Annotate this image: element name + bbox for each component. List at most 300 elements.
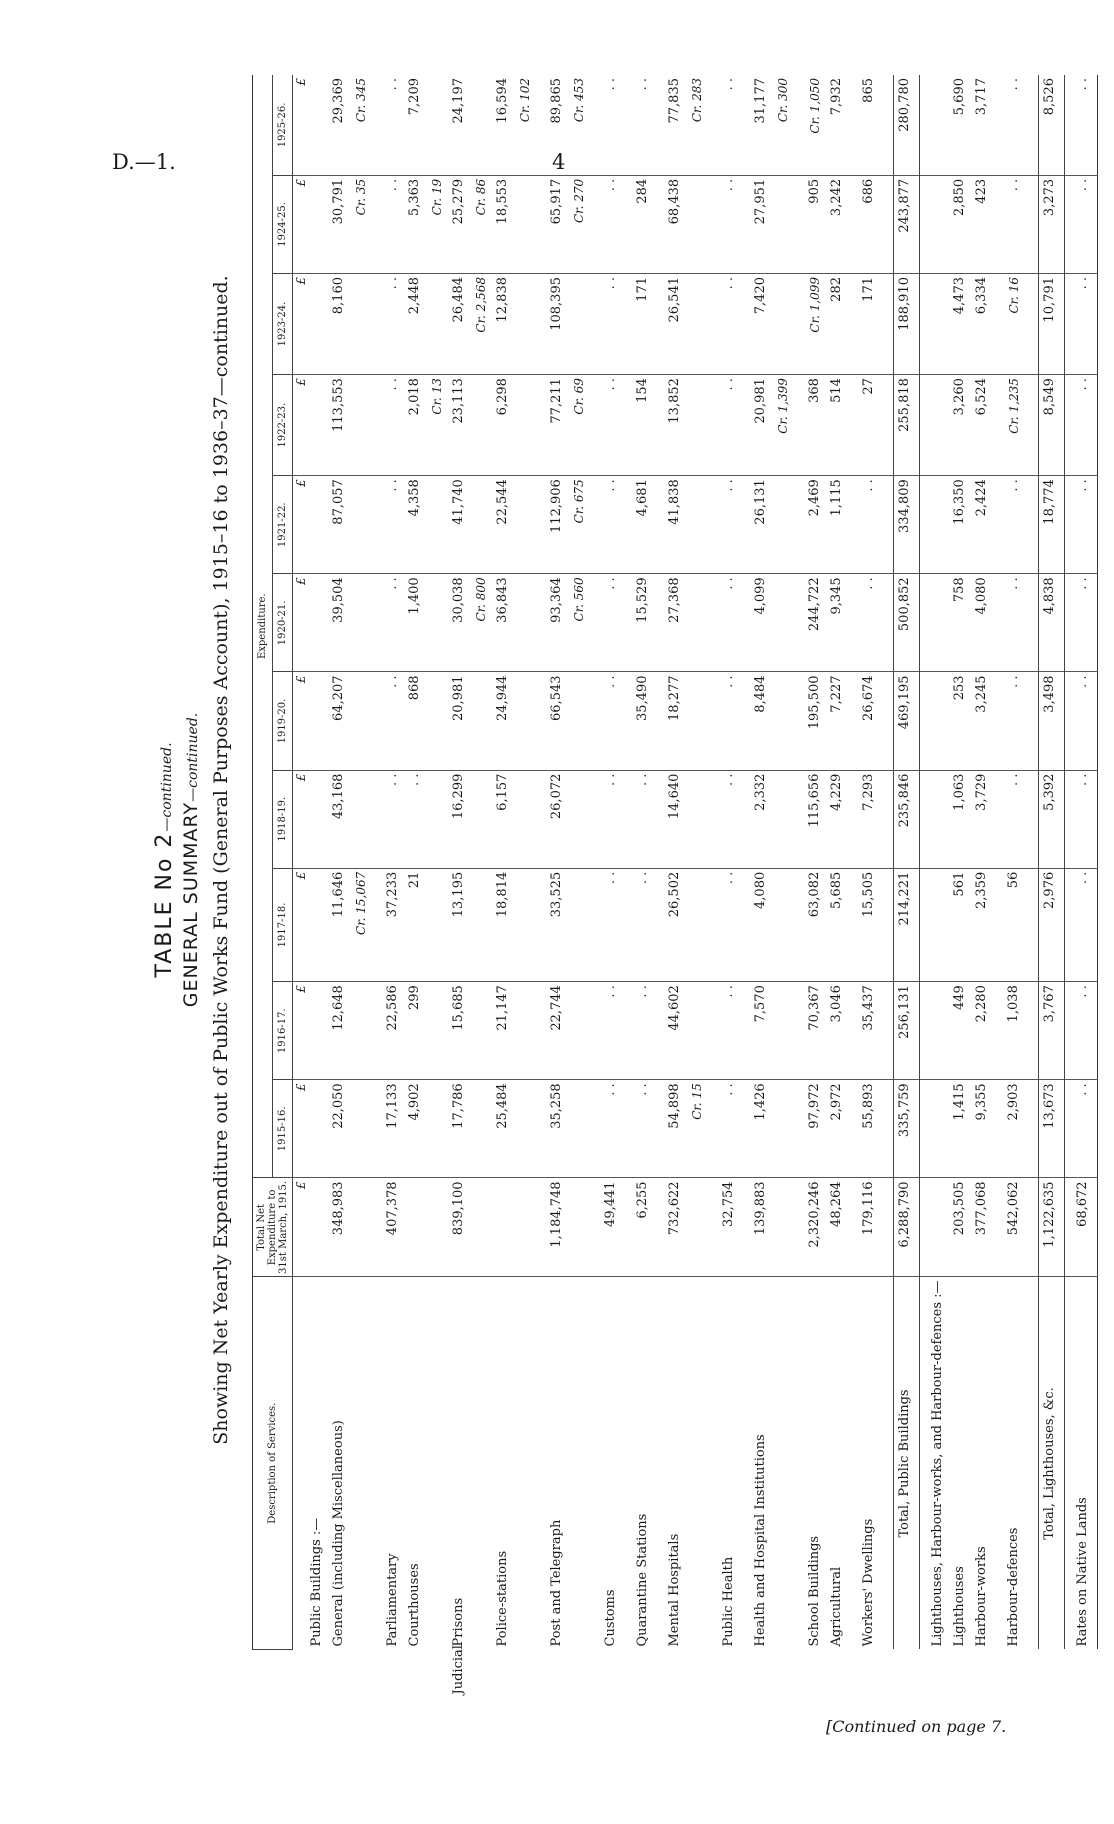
row-label: Post and Telegraph xyxy=(549,1519,564,1647)
value-cell: 8,160 xyxy=(331,274,353,375)
section-heading-row xyxy=(309,75,331,1650)
spacer xyxy=(593,274,603,375)
spacer xyxy=(1065,770,1076,868)
spacer xyxy=(625,1277,635,1650)
credit-cell xyxy=(429,574,451,672)
table-row xyxy=(451,75,473,1650)
credit-cell: Cr. 283 xyxy=(689,75,711,175)
spacer xyxy=(711,75,721,175)
value-cell: 12,648 xyxy=(331,982,353,1080)
credit-cell xyxy=(689,175,711,273)
value-cell: 7,932 xyxy=(829,75,851,175)
spacer xyxy=(883,75,894,175)
credit-cell: Cr. 15 xyxy=(689,1080,711,1178)
row-label: Quarantine Stations xyxy=(635,1513,650,1647)
spacer xyxy=(375,868,385,981)
value-cell: 36,843 xyxy=(495,574,517,672)
total-net-header: Total Net Expenditure to 31st March, 1915. xyxy=(253,1178,293,1277)
spacer xyxy=(883,868,894,981)
value-cell: 2,972 xyxy=(829,1080,851,1178)
spacer xyxy=(375,982,385,1080)
spacer xyxy=(883,175,894,273)
spacer xyxy=(1065,375,1076,476)
value-cell: 22,544 xyxy=(495,476,517,574)
spacer xyxy=(593,770,603,868)
credit-cell xyxy=(571,1178,593,1277)
currency-cell: £ xyxy=(293,982,310,1080)
value-cell: 4,080 xyxy=(753,868,775,981)
spacer xyxy=(920,375,931,476)
row-label: Workers' Dwellings xyxy=(861,1518,876,1647)
spacer xyxy=(625,982,635,1080)
spacer xyxy=(851,1080,861,1178)
value-cell: 27,368 xyxy=(667,574,689,672)
credit-cell xyxy=(429,1178,451,1277)
credit-cell xyxy=(429,672,451,770)
spacer xyxy=(375,175,385,273)
spacer xyxy=(1028,274,1039,375)
credit-cell xyxy=(429,274,451,375)
value-cell: 26,541 xyxy=(667,274,689,375)
credit-cell xyxy=(473,1080,495,1178)
credit-row xyxy=(473,75,495,1650)
credit-row xyxy=(517,75,539,1650)
credit-cell xyxy=(775,672,797,770)
spacer xyxy=(375,274,385,375)
row-label xyxy=(353,1277,375,1650)
value-cell: 4,080 xyxy=(974,574,996,672)
value-cell: 154 xyxy=(635,375,657,476)
spacer xyxy=(883,1277,894,1650)
value-cell: 68,672 xyxy=(1075,1178,1098,1277)
row-label xyxy=(517,1277,539,1650)
spacer xyxy=(625,672,635,770)
currency-cell: £ xyxy=(293,868,310,981)
value-cell: Cr. 16 xyxy=(1006,274,1028,375)
empty-cell xyxy=(309,672,331,770)
value-cell: 758 xyxy=(952,574,974,672)
value-cell: 9,345 xyxy=(829,574,851,672)
spacer-row xyxy=(797,75,807,1650)
spacer xyxy=(996,274,1006,375)
expenditure-header: Expenditure. xyxy=(253,75,273,1178)
spacer-row xyxy=(743,75,753,1650)
section-heading: Lighthouses, Harbour-works, and Harbour-defences :— xyxy=(930,1280,945,1647)
credit-cell xyxy=(517,1178,539,1277)
spacer xyxy=(539,770,549,868)
value-cell: . . xyxy=(635,982,657,1080)
value-cell: 16,594 xyxy=(495,75,517,175)
value-cell: 55,893 xyxy=(861,1080,883,1178)
spacer xyxy=(539,574,549,672)
currency-cell: £ xyxy=(293,476,310,574)
spacer xyxy=(711,1080,721,1178)
value-cell: 18,774 xyxy=(1039,476,1065,574)
spacer-row xyxy=(1065,75,1076,1650)
credit-cell xyxy=(775,1080,797,1178)
empty-cell xyxy=(309,1080,331,1178)
spacer xyxy=(593,982,603,1080)
currency-cell: £ xyxy=(293,1178,310,1277)
value-cell: 21 xyxy=(407,868,429,981)
spacer xyxy=(797,1080,807,1178)
spacer xyxy=(851,175,861,273)
value-cell: 377,068 xyxy=(974,1178,996,1277)
value-cell: 2,469 xyxy=(807,476,829,574)
value-cell: 299 xyxy=(407,982,429,1080)
credit-cell: Cr. 19 xyxy=(429,175,451,273)
spacer xyxy=(883,672,894,770)
value-cell: 26,484 xyxy=(451,274,473,375)
spacer xyxy=(593,574,603,672)
row-label xyxy=(429,1277,451,1650)
value-cell: 21,147 xyxy=(495,982,517,1080)
spacer xyxy=(593,476,603,574)
value-cell: 561 xyxy=(952,868,974,981)
value-cell: 243,877 xyxy=(894,175,920,273)
value-cell: 3,273 xyxy=(1039,175,1065,273)
spacer xyxy=(743,375,753,476)
value-cell: 7,293 xyxy=(861,770,883,868)
value-cell: 30,038 xyxy=(451,574,473,672)
credit-cell xyxy=(517,274,539,375)
value-cell: 15,685 xyxy=(451,982,473,1080)
value-cell: . . xyxy=(721,982,743,1080)
spacer xyxy=(797,672,807,770)
value-cell: 7,570 xyxy=(753,982,775,1080)
credit-cell xyxy=(689,375,711,476)
value-cell: . . xyxy=(1006,672,1028,770)
spacer xyxy=(851,868,861,981)
credit-cell xyxy=(689,868,711,981)
value-cell: . . xyxy=(721,175,743,273)
spacer xyxy=(711,175,721,273)
value-cell: 1,400 xyxy=(407,574,429,672)
value-cell: . . xyxy=(385,574,407,672)
value-cell: 29,369 xyxy=(331,75,353,175)
credit-cell xyxy=(571,770,593,868)
empty-cell xyxy=(309,274,331,375)
spacer xyxy=(539,75,549,175)
table-row xyxy=(807,75,829,1650)
value-cell: 41,838 xyxy=(667,476,689,574)
spacer xyxy=(797,476,807,574)
value-cell: . . xyxy=(635,868,657,981)
spacer xyxy=(1028,868,1039,981)
credit-cell xyxy=(689,770,711,868)
credit-cell xyxy=(353,1178,375,1277)
value-cell: 1,184,748 xyxy=(549,1178,571,1277)
value-cell: 214,221 xyxy=(894,868,920,981)
credit-cell xyxy=(571,982,593,1080)
spacer xyxy=(920,75,931,175)
credit-cell: Cr. 453 xyxy=(571,75,593,175)
spacer-row xyxy=(375,75,385,1650)
value-cell: 284 xyxy=(635,175,657,273)
spacer xyxy=(625,770,635,868)
row-label xyxy=(473,1277,495,1650)
credit-cell xyxy=(473,868,495,981)
value-cell: 732,622 xyxy=(667,1178,689,1277)
spacer xyxy=(996,574,1006,672)
spacer xyxy=(743,1178,753,1277)
value-cell: 1,115 xyxy=(829,476,851,574)
table-body xyxy=(293,75,1098,1695)
value-cell: 66,543 xyxy=(549,672,571,770)
credit-cell xyxy=(353,476,375,574)
general-summary-title: GENERAL SUMMARY—continued. xyxy=(180,712,202,1008)
spacer xyxy=(711,574,721,672)
value-cell: . . xyxy=(721,574,743,672)
spacer-row xyxy=(657,75,667,1650)
row-label: Total, Lighthouses, &c. xyxy=(1039,1277,1065,1650)
year-header: 1920-21. xyxy=(273,574,293,672)
spacer xyxy=(625,476,635,574)
credit-cell xyxy=(517,175,539,273)
spacer xyxy=(743,982,753,1080)
value-cell: . . xyxy=(1075,175,1098,273)
empty-cell xyxy=(930,476,952,574)
spacer xyxy=(996,868,1006,981)
spacer-row xyxy=(539,75,549,1650)
empty-cell xyxy=(930,672,952,770)
empty-cell xyxy=(309,770,331,868)
credit-cell xyxy=(429,868,451,981)
value-cell: . . xyxy=(721,375,743,476)
table-row xyxy=(331,75,353,1650)
table-row xyxy=(1075,75,1098,1650)
value-cell: 335,759 xyxy=(894,1080,920,1178)
spacer xyxy=(996,1178,1006,1277)
credit-cell: Cr. 35 xyxy=(353,175,375,273)
value-cell: 4,358 xyxy=(407,476,429,574)
credit-cell xyxy=(689,476,711,574)
credit-cell xyxy=(429,770,451,868)
year-header: 1923-24. xyxy=(273,274,293,375)
value-cell: 23,113 xyxy=(451,375,473,476)
year-header: 1918-19. xyxy=(273,770,293,868)
spacer xyxy=(1028,770,1039,868)
credit-cell xyxy=(473,476,495,574)
page-code: D.—1. xyxy=(112,150,176,174)
credit-cell xyxy=(517,476,539,574)
value-cell: 31,177 xyxy=(753,75,775,175)
table-row xyxy=(829,75,851,1650)
value-cell: . . xyxy=(603,868,625,981)
value-cell: 5,363 xyxy=(407,175,429,273)
spacer-row xyxy=(996,75,1006,1650)
credit-cell xyxy=(429,982,451,1080)
value-cell: 10,791 xyxy=(1039,274,1065,375)
value-cell: 17,133 xyxy=(385,1080,407,1178)
spacer xyxy=(1065,175,1076,273)
spacer xyxy=(593,175,603,273)
row-label: Mental Hospitals xyxy=(667,1533,682,1647)
credit-cell xyxy=(571,868,593,981)
spacer xyxy=(883,1178,894,1277)
value-cell: 348,983 xyxy=(331,1178,353,1277)
spacer xyxy=(593,375,603,476)
value-cell: 500,852 xyxy=(894,574,920,672)
spacer xyxy=(797,868,807,981)
value-cell: . . xyxy=(385,274,407,375)
row-label: Parliamentary xyxy=(385,1553,400,1647)
value-cell: 2,280 xyxy=(974,982,996,1080)
value-cell: 77,211 xyxy=(549,375,571,476)
spacer xyxy=(539,274,549,375)
value-cell: 35,437 xyxy=(861,982,883,1080)
value-cell: 54,898 xyxy=(667,1080,689,1178)
value-cell: 22,744 xyxy=(549,982,571,1080)
credit-cell: Cr. 270 xyxy=(571,175,593,273)
currency-row xyxy=(293,75,310,1650)
value-cell: 18,814 xyxy=(495,868,517,981)
row-label: Lighthouses xyxy=(952,1566,967,1647)
value-cell: 282 xyxy=(829,274,851,375)
value-cell: 4,681 xyxy=(635,476,657,574)
value-cell: 15,505 xyxy=(861,868,883,981)
empty-cell xyxy=(309,375,331,476)
spacer xyxy=(625,75,635,175)
currency-cell: £ xyxy=(293,1080,310,1178)
value-cell: 6,157 xyxy=(495,770,517,868)
value-cell: 2,424 xyxy=(974,476,996,574)
spacer xyxy=(883,770,894,868)
spacer xyxy=(1028,1080,1039,1178)
credit-cell xyxy=(473,770,495,868)
empty-cell xyxy=(930,868,952,981)
currency-cell: £ xyxy=(293,375,310,476)
spacer xyxy=(657,1178,667,1277)
value-cell: 22,586 xyxy=(385,982,407,1080)
value-cell: . . xyxy=(1075,75,1098,175)
value-cell: . . xyxy=(635,1080,657,1178)
credit-cell xyxy=(517,574,539,672)
spacer xyxy=(1028,574,1039,672)
value-cell: 32,754 xyxy=(721,1178,743,1277)
table-number-title: TABLE No 2—continued. xyxy=(152,742,177,978)
value-cell: 2,850 xyxy=(952,175,974,273)
spacer xyxy=(375,1178,385,1277)
spacer xyxy=(625,868,635,981)
spacer xyxy=(797,1178,807,1277)
value-cell: Cr. 1,235 xyxy=(1006,375,1028,476)
value-cell: . . xyxy=(721,770,743,868)
spacer xyxy=(920,175,931,273)
spacer xyxy=(539,982,549,1080)
spacer xyxy=(743,476,753,574)
spacer xyxy=(711,672,721,770)
spacer xyxy=(797,982,807,1080)
value-cell: 195,500 xyxy=(807,672,829,770)
year-header: 1916-17. xyxy=(273,982,293,1080)
spacer xyxy=(593,868,603,981)
spacer xyxy=(851,1277,861,1650)
value-cell: 112,906 xyxy=(549,476,571,574)
credit-cell xyxy=(689,574,711,672)
table-row xyxy=(407,75,429,1650)
spacer xyxy=(539,1277,549,1650)
value-cell: . . xyxy=(1075,375,1098,476)
value-cell: . . xyxy=(635,770,657,868)
value-cell: 49,441 xyxy=(603,1178,625,1277)
spacer xyxy=(743,868,753,981)
value-cell: 13,852 xyxy=(667,375,689,476)
value-cell: 686 xyxy=(861,175,883,273)
value-cell: 2,018 xyxy=(407,375,429,476)
value-cell: 30,791 xyxy=(331,175,353,273)
value-cell: . . xyxy=(721,672,743,770)
table-subtitle: Showing Net Yearly Expenditure out of Public Works Fund (General Purposes Account), 1915–16 to 1936–37—continued. xyxy=(210,275,232,1445)
spacer xyxy=(593,1277,603,1650)
spacer xyxy=(851,982,861,1080)
value-cell: 5,392 xyxy=(1039,770,1065,868)
spacer xyxy=(1028,1178,1039,1277)
value-cell: 25,484 xyxy=(495,1080,517,1178)
value-cell: . . xyxy=(603,274,625,375)
spacer xyxy=(1065,75,1076,175)
empty-cell xyxy=(930,1080,952,1178)
value-cell: 7,209 xyxy=(407,75,429,175)
value-cell: 11,646 xyxy=(331,868,353,981)
value-cell: . . xyxy=(603,476,625,574)
credit-cell xyxy=(689,982,711,1080)
spacer xyxy=(539,672,549,770)
credit-cell xyxy=(571,274,593,375)
spacer xyxy=(1065,672,1076,770)
empty-cell xyxy=(930,982,952,1080)
credit-cell: Cr. 13 xyxy=(429,375,451,476)
spacer xyxy=(657,175,667,273)
spacer xyxy=(851,1178,861,1277)
spacer xyxy=(375,672,385,770)
expenditure-table xyxy=(252,75,1098,1695)
value-cell: 3,767 xyxy=(1039,982,1065,1080)
row-label: Courthouses xyxy=(407,1563,422,1647)
value-cell: 25,279 xyxy=(451,175,473,273)
credit-cell xyxy=(473,75,495,175)
spacer xyxy=(593,672,603,770)
credit-cell: Cr. 1,399 xyxy=(775,375,797,476)
credit-cell xyxy=(429,476,451,574)
empty-cell xyxy=(309,175,331,273)
value-cell: 26,072 xyxy=(549,770,571,868)
credit-cell: Cr. 800 xyxy=(473,574,495,672)
year-header: 1925-26. xyxy=(273,75,293,175)
value-cell: 2,448 xyxy=(407,274,429,375)
value-cell: Cr. 1,050 xyxy=(807,75,829,175)
value-cell: 179,116 xyxy=(861,1178,883,1277)
judicial-label: Judicial xyxy=(451,1645,466,1695)
spacer xyxy=(657,672,667,770)
spacer xyxy=(851,274,861,375)
spacer xyxy=(883,375,894,476)
value-cell: 24,197 xyxy=(451,75,473,175)
description-header: Description of Services. xyxy=(253,1277,293,1650)
credit-cell: Cr. 102 xyxy=(517,75,539,175)
year-header: 1924-25. xyxy=(273,175,293,273)
spacer xyxy=(920,1178,931,1277)
value-cell: . . xyxy=(721,75,743,175)
value-cell: 8,484 xyxy=(753,672,775,770)
value-cell: . . xyxy=(1075,476,1098,574)
value-cell: . . xyxy=(1075,672,1098,770)
credit-row xyxy=(571,75,593,1650)
value-cell: 865 xyxy=(861,75,883,175)
value-cell: 6,334 xyxy=(974,274,996,375)
value-cell: 20,981 xyxy=(753,375,775,476)
year-header: 1917-18. xyxy=(273,868,293,981)
